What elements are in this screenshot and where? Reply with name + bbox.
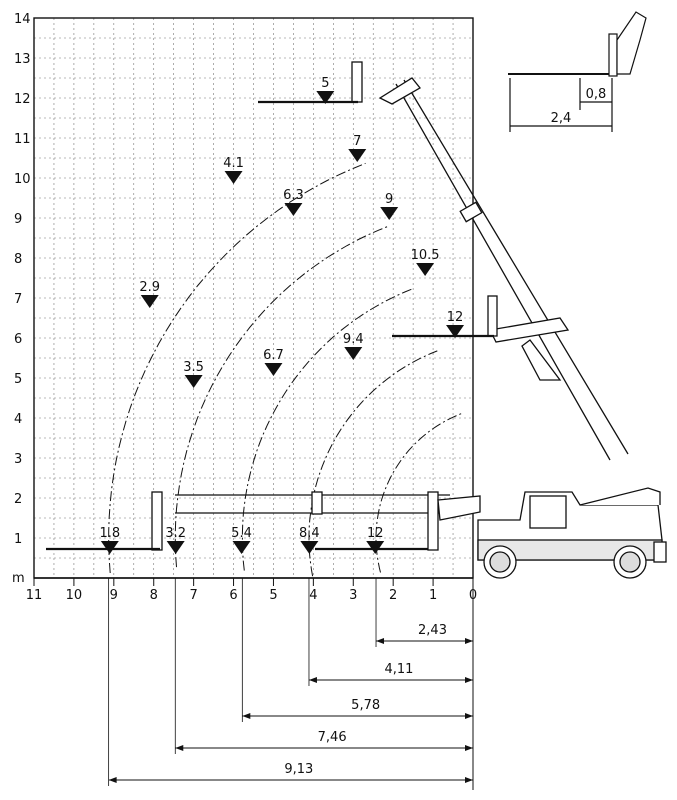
dimension-label: 4,11 — [384, 662, 414, 677]
load-label: 4.1 — [223, 156, 244, 171]
y-tick-label: 6 — [14, 332, 23, 347]
load-marker — [167, 541, 185, 554]
load-label: 3.2 — [165, 526, 187, 541]
y-tick-label: 13 — [14, 52, 31, 67]
load-marker — [233, 541, 251, 554]
y-tick-label: 8 — [14, 252, 23, 267]
load-marker — [264, 363, 282, 376]
y-tick-label: 2 — [14, 492, 23, 507]
load-label: 5.4 — [231, 526, 252, 541]
load-label: 5 — [321, 76, 330, 91]
load-marker — [300, 541, 318, 554]
y-tick-label: 12 — [14, 92, 31, 107]
boom-illustration — [46, 62, 628, 550]
x-tick-label: 9 — [109, 588, 118, 603]
x-tick-label: 5 — [269, 588, 278, 603]
load-label: 9 — [385, 192, 394, 207]
y-tick-label: 5 — [14, 372, 23, 387]
load-label: 9.4 — [342, 332, 364, 347]
load-marker — [284, 203, 302, 216]
y-tick-label: 14 — [14, 12, 31, 27]
load-label: 1.8 — [99, 526, 121, 541]
x-tick-label: 7 — [189, 588, 198, 603]
load-label: 6.3 — [283, 188, 304, 203]
grid — [34, 18, 473, 578]
load-label: 12 — [366, 526, 384, 541]
y-tick-label: 7 — [14, 292, 23, 307]
x-tick-label: 4 — [309, 588, 318, 603]
load-label: 7 — [353, 134, 362, 149]
vehicle-illustration — [478, 488, 666, 578]
x-tick-label: 11 — [25, 588, 43, 603]
dimension-label: 5,78 — [351, 698, 381, 713]
dimension-label: 2,43 — [418, 623, 447, 638]
y-tick-label: 3 — [14, 452, 23, 467]
x-tick-label: 3 — [349, 588, 358, 603]
inset-dimension-label: 0,8 — [585, 87, 607, 102]
x-tick-label: 8 — [149, 588, 158, 603]
load-marker — [225, 171, 243, 184]
load-label: 3.5 — [183, 360, 204, 375]
load-label: 12 — [446, 310, 464, 325]
load-marker — [101, 541, 119, 554]
load-marker — [141, 295, 159, 308]
dimension-label: 7,46 — [317, 730, 347, 745]
load-label: 2.9 — [139, 280, 161, 295]
y-unit-label: m — [12, 571, 25, 586]
inset-dimension-label: 2,4 — [550, 111, 572, 126]
y-tick-label: 1 — [14, 532, 23, 547]
load-marker — [348, 149, 366, 162]
load-label: 10.5 — [410, 248, 440, 263]
axes — [12, 12, 477, 603]
load-marker — [416, 263, 434, 276]
inset-fork-diagram — [508, 12, 646, 132]
load-markers — [99, 76, 464, 554]
reach-dimensions — [109, 578, 473, 790]
y-tick-label: 11 — [14, 132, 31, 147]
reach-arc — [109, 163, 366, 573]
x-tick-label: 0 — [468, 588, 478, 603]
x-tick-label: 6 — [229, 588, 238, 603]
load-label: 8.4 — [299, 526, 320, 541]
load-marker — [185, 375, 203, 388]
load-marker — [366, 541, 384, 554]
x-tick-label: 2 — [389, 588, 398, 603]
x-tick-label: 1 — [428, 588, 438, 603]
x-tick-label: 10 — [65, 588, 83, 603]
y-tick-label: 9 — [14, 212, 23, 227]
y-tick-label: 4 — [14, 412, 23, 427]
dimension-label: 9,13 — [284, 762, 314, 777]
load-label: 6.7 — [263, 348, 284, 363]
y-tick-label: 10 — [14, 172, 31, 187]
reach-arc — [242, 289, 413, 571]
